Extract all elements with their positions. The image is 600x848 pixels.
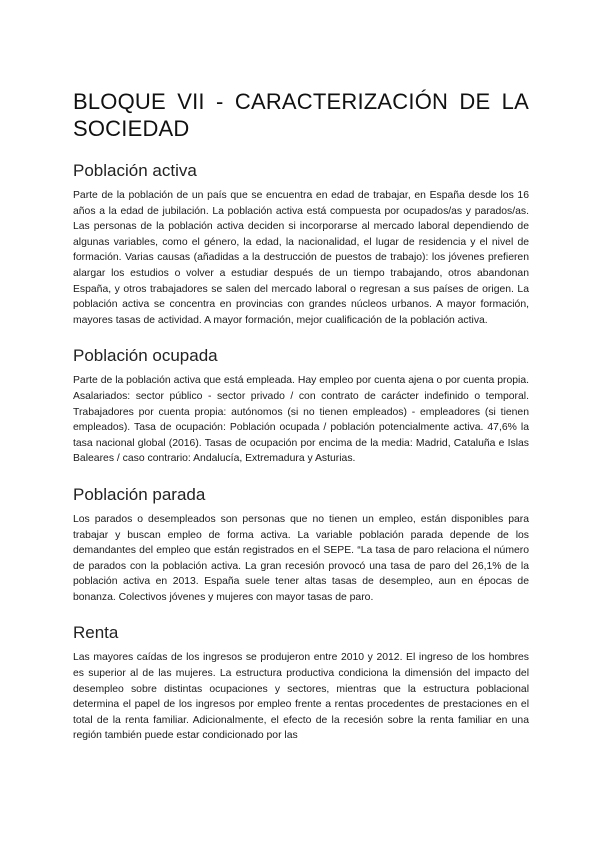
- section-heading: Población activa: [73, 161, 197, 180]
- section-renta: [73, 622, 529, 744]
- section-poblacion-parada: [73, 484, 529, 606]
- section-poblacion-activa: [73, 160, 529, 328]
- section-paragraph: Parte de la población de un país que se encuentra en edad de trabajar, en España desde los 16 años a la edad de jubilación. La población activa está compuesta por ocupados/as y parados/as. Las personas de la población activa deciden si incorporarse al mercado laboral dependiendo de algunas variables, como el género, la edad, la nacionalidad, el lugar de residencia y el nivel de formación. Varias causas (añadidas a la destrucción de puestos de trabajo): los jóvenes prefieren alargar los estudios o volver a estudiar después de un tiempo trabajando, otros abandonan España, y otros trabajadores se salen del mercado laboral o regresan a sus países de origen. La población activa se concentra en provincias con grandes núcleos urbanos. A mayor formación, mayores tasas de actividad. A mayor formación, mejor cualificación de la población activa.: [73, 190, 529, 326]
- section-paragraph: Las mayores caídas de los ingresos se produjeron entre 2010 y 2012. El ingreso de los hombres es superior al de las mujeres. La estructura productiva condiciona la dimensión del impacto del desempleo sobre distintas ocupaciones y sectores, mientras que la estructura poblacional determina el papel de los ingresos por empleo frente a rentas procedentes de prestaciones en el total de la renta familiar. Adicionalmente, el efecto de la recesión sobre la renta familiar en una región también puede estar condicionado por las: [73, 652, 529, 742]
- section-paragraph: Parte de la población activa que está empleada. Hay empleo por cuenta ajena o por cuenta propia. Asalariados: sector público - sector privado / con contrato de carácter indefinido o temporal. Trabajadores por cuenta propia: autónomos (si no tienen empleados) - empleadores (si tienen empleados). Tasa de ocupación: Población ocupada / población potencialmente activa. 47,6% la tasa nacional global (2016). Tasas de ocupación por encima de la media: Madrid, Cataluña e Islas Baleares / caso contrario: Andalucía, Extremadura y Asturias.: [73, 375, 529, 465]
- document-title: BLOQUE VII - CARACTERIZACIÓN DE LA SOCIEDAD: [73, 89, 529, 141]
- section-heading: Renta: [73, 623, 119, 643]
- document-page: [73, 88, 529, 761]
- section-heading: Población ocupada: [73, 346, 218, 366]
- section-poblacion-ocupada: [73, 345, 529, 467]
- section-heading: Población parada: [73, 484, 206, 504]
- section-paragraph: Los parados o desempleados son personas que no tienen un empleo, están disponibles para trabajar y buscan empleo de forma activa. La variable población parada depende de los demandantes del empleo que están registrados en el SEPE. “La tasa de paro relaciona el número de parados con la población activa. La gran recesión provocó una tasa de paro del 26,1% de la población activa en 2013. España suele tener altas tasas de desempleo, aun en épocas de bonanza. Colectivos jóvenes y mujeres con mayor tasas de paro.: [73, 513, 529, 603]
